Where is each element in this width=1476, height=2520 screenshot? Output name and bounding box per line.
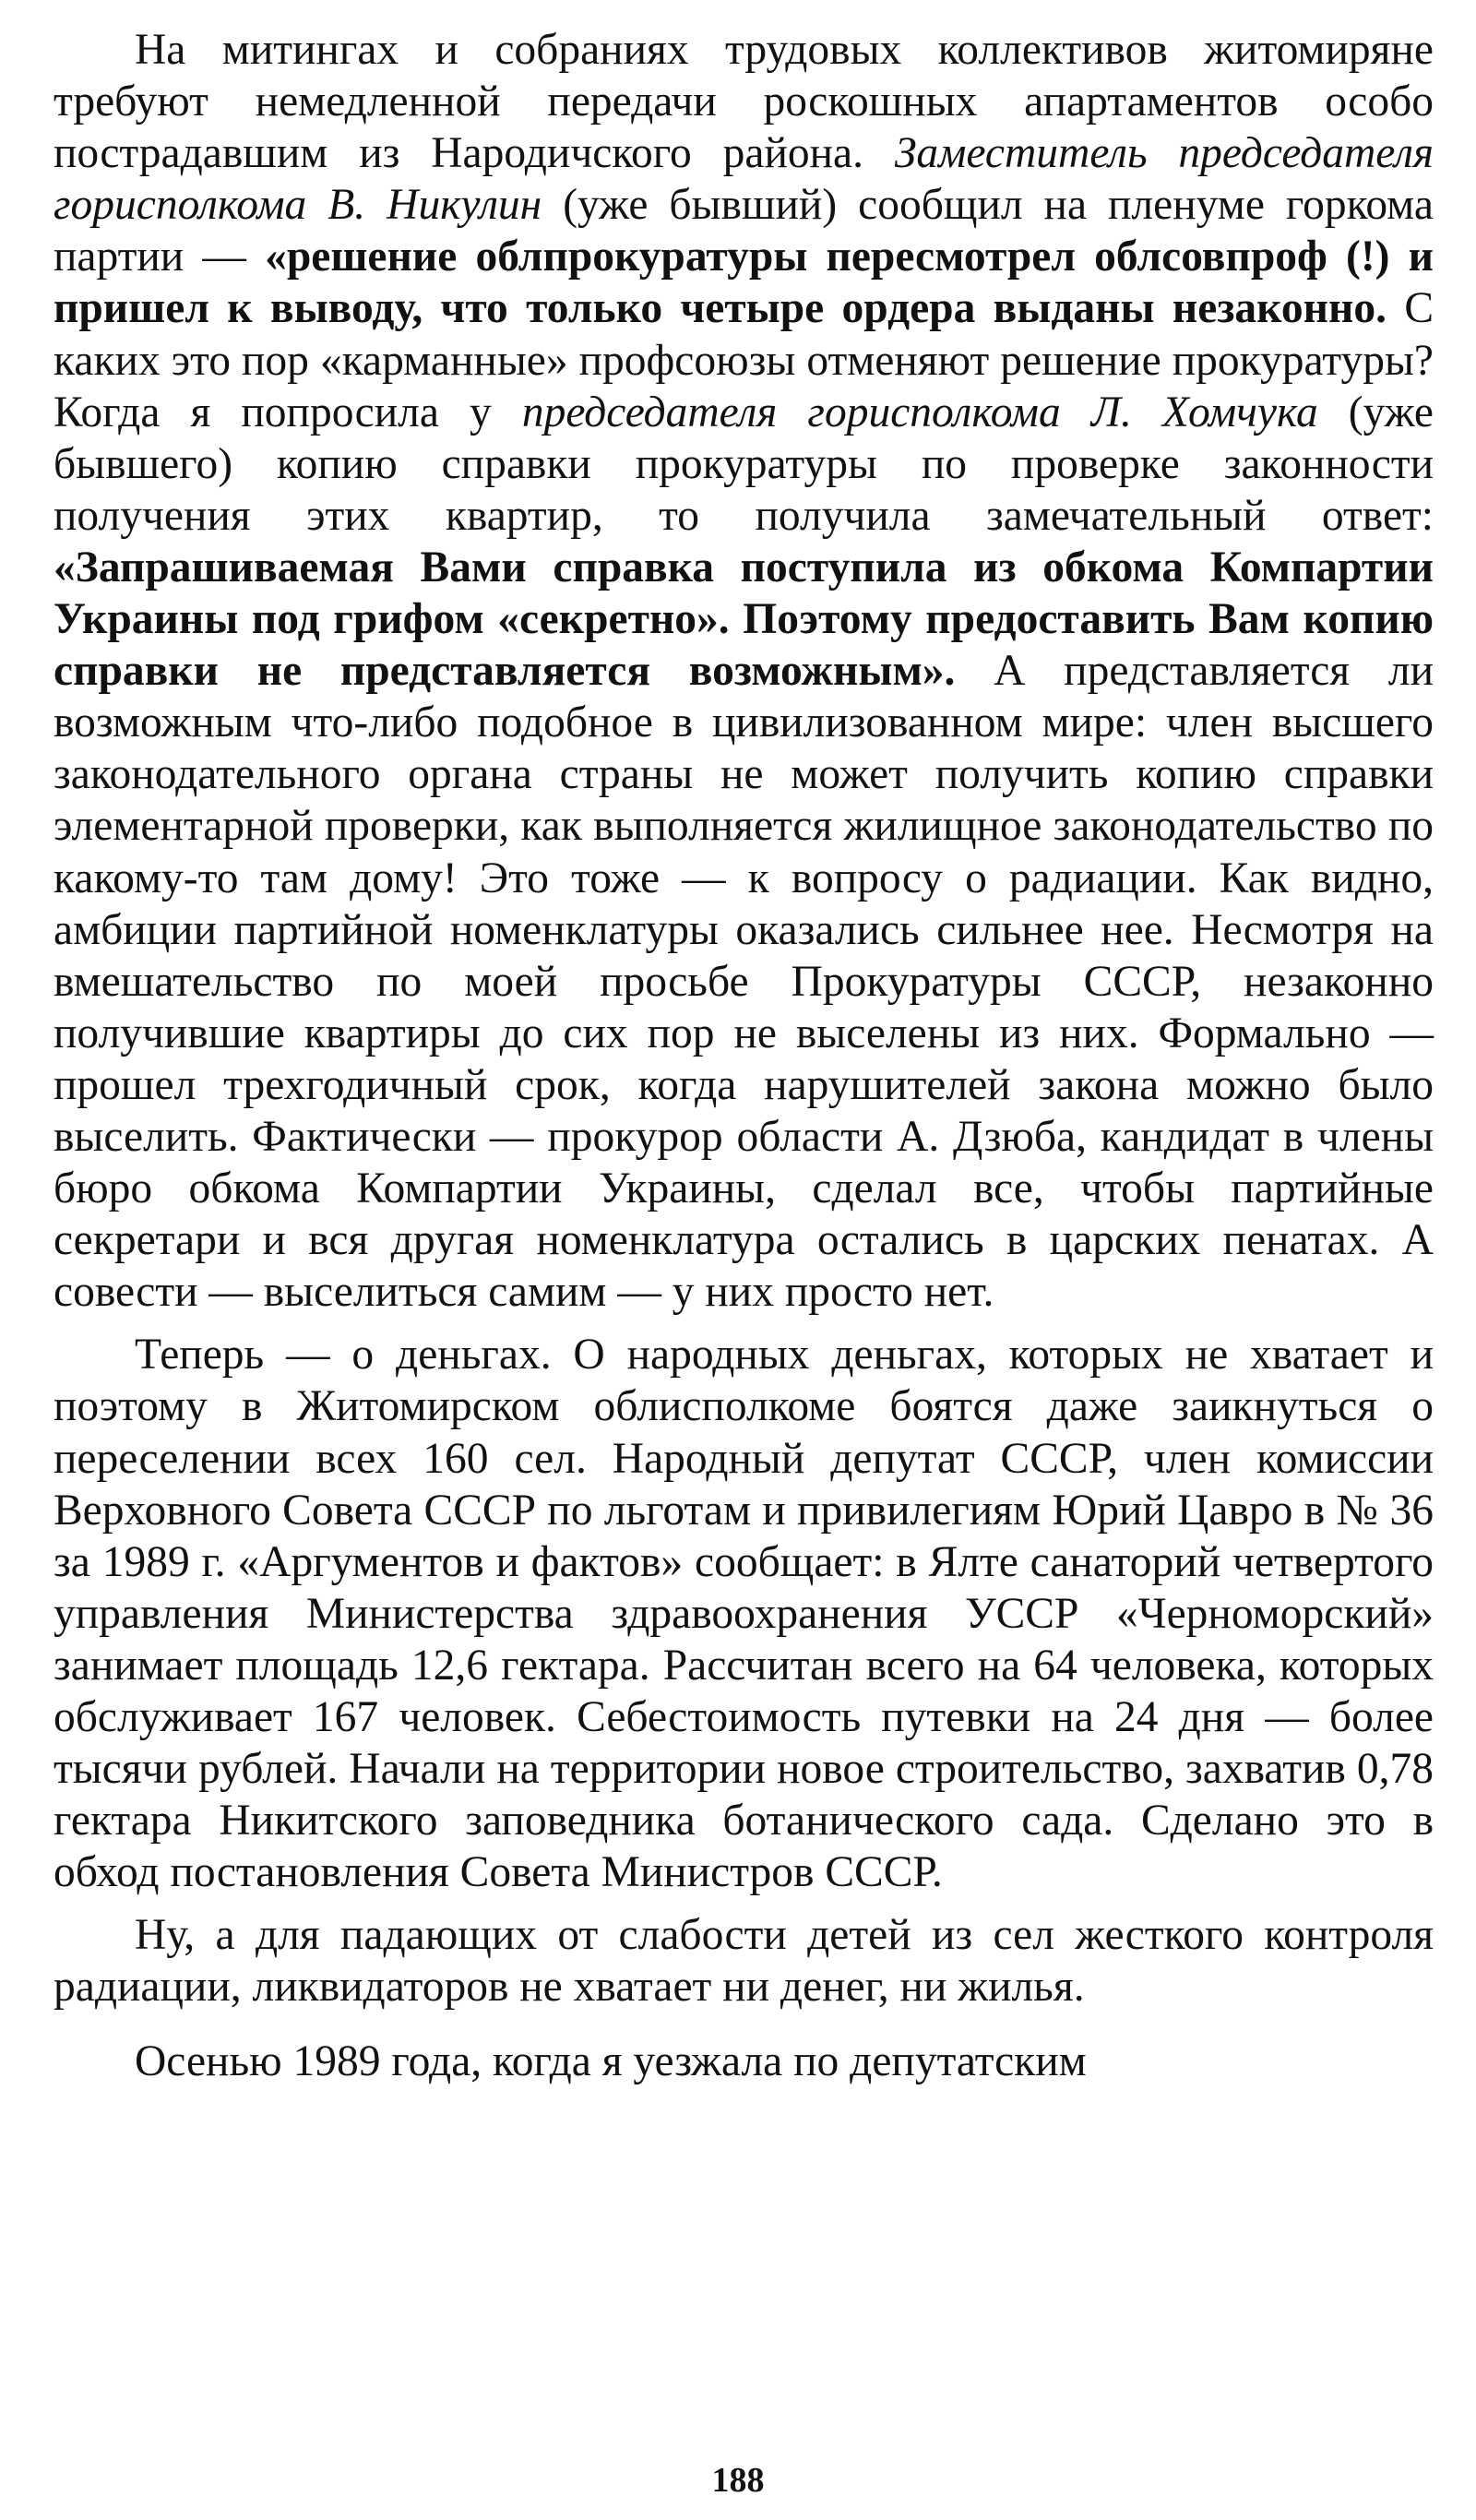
paragraph-2 [54, 1329, 1434, 1898]
book-page-text [54, 24, 1434, 2087]
p1-seg-0: На митингах и собраниях трудовых коллективов житомиряне требуют немедленной передачи роскошных апартаментов особо пострадавшим из Народичского района. [54, 26, 1434, 178]
p1-seg-8: А представляется ли возможным что-либо подобное в цивилизованном мире: член высшего законодательного органа страны не может получить копию справки элементарной проверки, как выполняется жилищное законодательство по какому-то там дому! Это тоже — к вопросу о радиации. Как видно, амбиции партийной номенклатуры оказались сильнее нее. Несмотря на вмешательство по моей просьбе Прокуратуры СССР, незаконно получившие квартиры до сих пор не выселены из них. Формально — прошел трехгодичный срок, когда нарушителей закона можно было выселить. Фактически — прокурор области А. Дзюба, кандидат в члены бюро обкома Компартии Украины, сделал все, чтобы партийные секретари и вся другая номенклатура остались в царских пенатах. А совести — выселиться самим — у них просто нет. [54, 647, 1434, 1317]
paragraph-4 [54, 2036, 1434, 2087]
p1-seg-2: (уже бывший) сообщил на пленуме горкома партии — [54, 181, 1434, 281]
p1-seg-3-bold: «решение облпрокуратуры пересмотрел облсовпроф (!) и пришел к выводу, что только четыре ордера выданы незаконно. [54, 233, 1434, 333]
p4-seg-0: Осенью 1989 года, когда я уезжала по депутатским [135, 2036, 1087, 2085]
p1-seg-7-bold: «Запрашиваемая Вами справка поступила из обкома Компартии Украины под грифом «секретно». Поэтому предоставить Вам копию справки не представляется возможным». [54, 543, 1434, 696]
p1-seg-4: С каких это пор «карманные» профсоюзы отменяют решение прокуратуры? Когда я попросила у [54, 284, 1434, 436]
paragraph-3 [54, 1909, 1434, 2012]
p3-seg-0: Ну, а для падающих от слабости детей из сел жесткого контроля радиации, ликвидаторов не хватает ни денег, ни жилья. [54, 1911, 1434, 2012]
p2-seg-0: Теперь — о деньгах. О народных деньгах, которых не хватает и поэтому в Житомирском облисполкоме боятся даже заикнуться о переселении всех 160 сел. Народный депутат СССР, член комиссии Верховного Совета СССР по льготам и привилегиям Юрий Цавро в № 36 за 1989 г. «Аргументов и фактов» сообщает: в Ялте санаторий четвертого управления Министерства здравоохранения УССР «Черноморский» занимает площадь 12,6 гектара. Рассчитан всего на 64 человека, которых обслуживает 167 человек. Себестоимость путевки на 24 дня — более тысячи рублей. Начали на территории новое строительство, захватив 0,78 гектара Никитского заповедника ботанического сада. Сделано это в обход постановления Совета Министров СССР. [54, 1331, 1434, 1897]
p1-seg-1-italic: Заместитель председателя горисполкома В. Никулин [54, 129, 1434, 230]
paragraph-1 [54, 24, 1434, 1318]
p1-seg-6: (уже бывшего) копию справки прокуратуры по проверке законности получения этих квартир, то получила замечательный ответ: [54, 388, 1434, 540]
page-number: 188 [711, 2461, 765, 2500]
p1-seg-5-italic: председателя горисполкома Л. Хомчука [521, 388, 1318, 436]
